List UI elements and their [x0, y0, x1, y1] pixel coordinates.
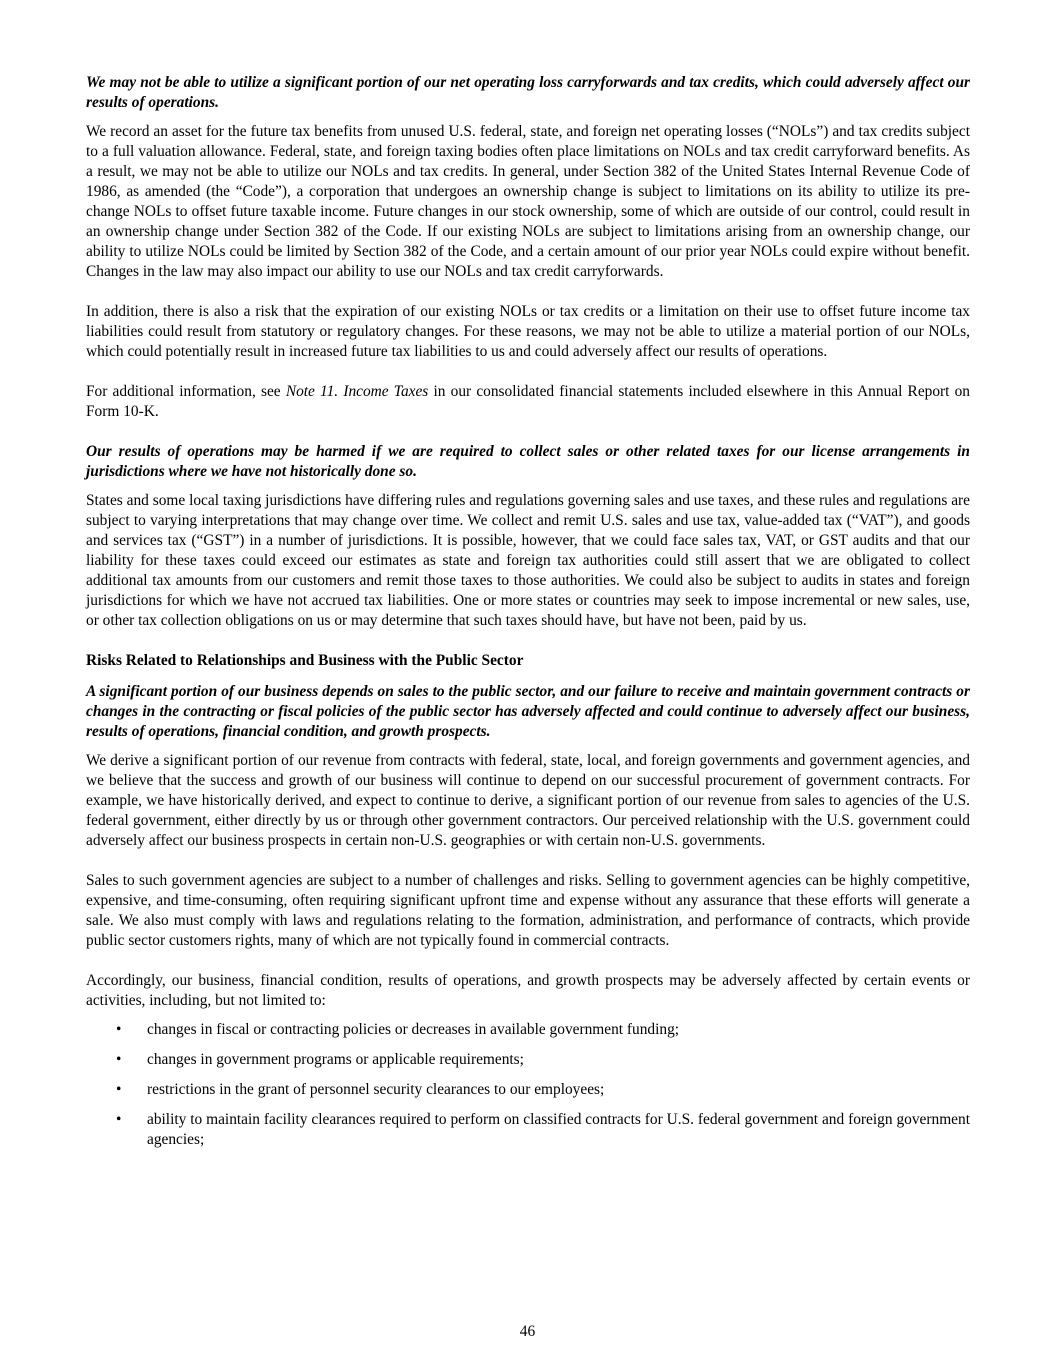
risk-heading-nol: We may not be able to utilize a significant portion of our net operating loss carryforwards and tax credits, which could adversely affect our results of operations. — [86, 74, 970, 111]
bullet-icon: • — [116, 1081, 122, 1098]
risk-heading-sales-tax: Our results of operations may be harmed if we are required to collect sales or other related taxes for our license arrangements in jurisdictions where we have not historically done so. — [86, 443, 970, 480]
list-item-text: changes in fiscal or contracting policies or decreases in available government funding; — [147, 1021, 680, 1038]
paragraph-nol-1: We record an asset for the future tax benefits from unused U.S. federal, state, and foreign net operating losses (“NOLs”) and tax credits subject to a full valuation allowance. Federal, state, and foreign taxing bodies often place limitations on NOLs and tax credit carryforward benefits. As a result, we may not be able to utilize our NOLs and tax credits. In general, under Section 382 of the United States Internal Revenue Code of 1986, as amended (the “Code”), a corporation that undergoes an ownership change is subject to limitations on its ability to utilize its pre-change NOLs to offset future taxable income. Future changes in our stock ownership, some of which are outside of our control, could result in an ownership change under Section 382 of the Code. If our existing NOLs are subject to limitations arising from an ownership change, our ability to utilize NOLs could be limited by Section 382 of the Code, and a certain amount of our prior year NOLs could expire without benefit. Changes in the law may also impact our ability to use our NOLs and tax credit carryforwards. — [86, 123, 970, 280]
note-reference: Note 11. Income Taxes — [285, 383, 429, 400]
list-item-text: restrictions in the grant of personnel security clearances to our employees; — [147, 1081, 605, 1098]
paragraph-public-sector-1: We derive a significant portion of our revenue from contracts with federal, state, local, and foreign governments and government agencies, and we believe that the success and growth of our business will continue to depend on our successful procurement of government contracts. For example, we have historically derived, and expect to continue to derive, a significant portion of our revenue from sales to agencies of the U.S. federal government, either directly by us or through other government contractors. Our perceived relationship with the U.S. government could adversely affect our business prospects in certain non-U.S. geographies or with certain non-U.S. governments. — [86, 752, 970, 849]
list-item — [86, 1020, 970, 1040]
paragraph-nol-2: In addition, there is also a risk that the expiration of our existing NOLs or tax credits or a limitation on their use to offset future income tax liabilities could result from statutory or regulatory changes. For these reasons, we may not be able to utilize a material portion of our NOLs, which could potentially result in increased future tax liabilities to us and could adversely affect our results of operations. — [86, 303, 970, 360]
paragraph-public-sector-3: Accordingly, our business, financial condition, results of operations, and growth prospects may be adversely affected by certain events or activities, including, but not limited to: — [86, 972, 970, 1009]
list-item — [86, 1050, 970, 1070]
list-item — [86, 1080, 970, 1100]
list-item — [86, 1110, 970, 1150]
bullet-icon: • — [116, 1051, 122, 1068]
paragraph-nol-3-post: in our consolidated financial statements included elsewhere in this Annual Report on Form 10-K. — [86, 383, 971, 420]
bullet-icon: • — [116, 1021, 122, 1038]
risk-bullet-list — [86, 1020, 970, 1150]
document-page — [86, 73, 970, 1160]
list-item-text: changes in government programs or applicable requirements; — [147, 1051, 524, 1068]
bullet-icon: • — [116, 1111, 122, 1128]
page-number: 46 — [519, 1323, 536, 1340]
paragraph-nol-3-pre: For additional information, see — [86, 383, 286, 400]
risk-heading-public-sector: A significant portion of our business depends on sales to the public sector, and our failure to receive and maintain government contracts or changes in the contracting or fiscal policies of the public sector has adversely affected and could continue to adversely affect our business, results of operations, financial condition, and growth prospects. — [86, 683, 970, 740]
paragraph-public-sector-2: Sales to such government agencies are subject to a number of challenges and risks. Selling to government agencies can be highly competitive, expensive, and time-consuming, often requiring significant upfront time and expense without any assurance that these efforts will generate a sale. We also must comply with laws and regulations relating to the formation, administration, and performance of contracts, which provide public sector customers rights, many of which are not typically found in commercial contracts. — [86, 872, 970, 949]
paragraph-sales-tax-1: States and some local taxing jurisdictions have differing rules and regulations governing sales and use taxes, and these rules and regulations are subject to varying interpretations that may change over time. We collect and remit U.S. sales and use tax, value-added tax (“VAT”), and goods and services tax (“GST”) in a number of jurisdictions. It is possible, however, that we could face sales tax, VAT, or GST audits and that our liability for these taxes could exceed our estimates as state and foreign tax authorities could still assert that we are obligated to collect additional tax amounts from our customers and remit those taxes to those authorities. We could also be subject to audits in states and foreign jurisdictions for which we have not accrued tax liabilities. One or more states or countries may seek to impose incremental or new sales, use, or other tax collection obligations on us or may determine that such taxes should have, but have not been, paid by us. — [86, 492, 970, 629]
section-title-public-sector: Risks Related to Relationships and Business with the Public Sector — [86, 652, 524, 669]
list-item-text: ability to maintain facility clearances required to perform on classified contracts for U.S. federal government and foreign government agencies; — [147, 1111, 970, 1148]
paragraph-nol-3 — [86, 382, 970, 422]
